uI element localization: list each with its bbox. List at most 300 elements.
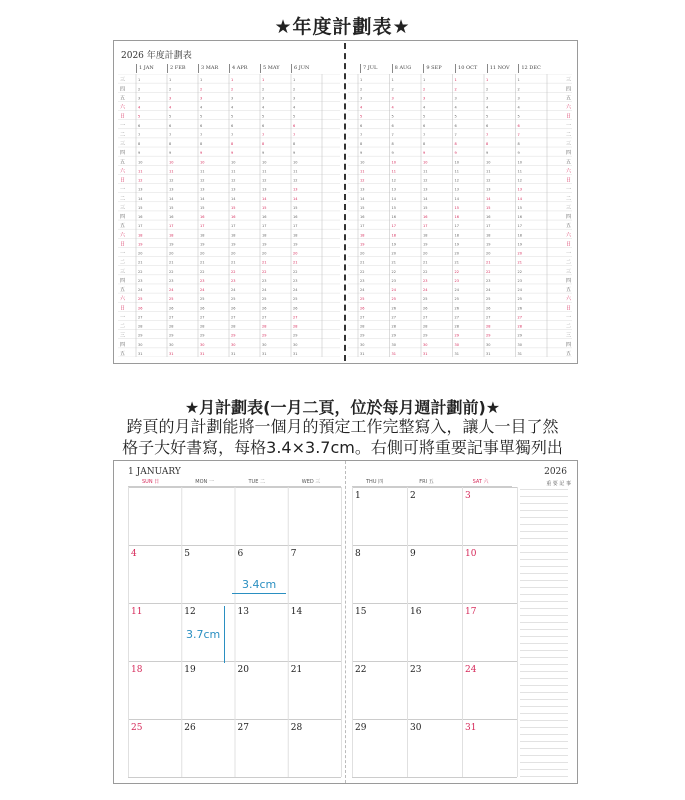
day-number: 29: [391, 333, 396, 338]
weekday-label: 二: [566, 131, 572, 138]
day-number: 30: [360, 342, 365, 347]
day-number: 1: [486, 78, 489, 83]
day-number: 26: [200, 306, 205, 311]
day-number: 2: [262, 87, 265, 92]
day-number: 7: [200, 132, 203, 137]
day-number: 16: [293, 215, 298, 220]
calendar-day-number: 23: [410, 665, 422, 675]
width-dimension-line: [232, 593, 286, 594]
weekday-header: TUE 二: [248, 479, 265, 485]
weekday-label: 六: [120, 296, 126, 303]
weekday-label: 一: [566, 186, 572, 193]
day-number: 10: [293, 160, 298, 165]
day-number: 14: [169, 196, 174, 201]
day-number: 30: [454, 342, 459, 347]
yearly-ruled-grid: [348, 74, 572, 357]
day-number: 10: [360, 160, 365, 165]
day-number: 11: [169, 169, 174, 174]
day-number: 9: [138, 151, 141, 156]
calendar-day-number: 16: [410, 607, 422, 617]
day-number: 20: [293, 251, 298, 256]
day-number: 27: [391, 315, 396, 320]
day-number: 25: [200, 297, 205, 302]
day-number: 12: [231, 178, 236, 183]
day-number: 22: [486, 269, 491, 274]
day-number: 19: [454, 242, 459, 247]
day-number: 28: [138, 324, 143, 329]
day-number: 21: [262, 260, 267, 265]
yearly-ruled-grid: [118, 74, 340, 357]
weekday-label: 四: [120, 214, 126, 221]
day-number: 6: [360, 123, 363, 128]
calendar-day-number: 7: [290, 549, 297, 559]
monthly-right-page: [348, 461, 577, 783]
day-number: 20: [231, 251, 236, 256]
day-number: 31: [360, 352, 365, 356]
day-number: 1: [231, 78, 234, 83]
weekday-label: 四: [120, 86, 126, 93]
calendar-day-number: 18: [131, 665, 143, 675]
month-header: 9 SEP: [423, 64, 455, 73]
weekday-header: THU 四: [366, 479, 384, 485]
day-number: 15: [454, 205, 459, 210]
calendar-day-number: 14: [290, 607, 303, 617]
day-number: 15: [231, 205, 236, 210]
weekday-label: 五: [120, 287, 126, 294]
day-number: 22: [293, 269, 298, 274]
weekday-label: 四: [120, 277, 126, 284]
day-number: 3: [486, 96, 489, 101]
day-number: 11: [391, 169, 396, 174]
day-number: 24: [262, 288, 267, 293]
weekday-label: 五: [566, 159, 572, 166]
day-number: 8: [486, 142, 489, 147]
day-number: 14: [138, 196, 143, 201]
day-number: 8: [454, 142, 457, 147]
day-number: 6: [231, 123, 234, 128]
day-number: 23: [454, 278, 459, 283]
weekday-label: 日: [566, 305, 572, 312]
day-number: 29: [138, 333, 143, 338]
day-number: 28: [391, 324, 396, 329]
day-number: 5: [360, 114, 363, 119]
weekday-label: 三: [566, 332, 572, 339]
day-number: 9: [293, 151, 296, 156]
month-header: 3 MAR: [198, 64, 229, 73]
day-number: 25: [454, 297, 459, 302]
day-number: 19: [262, 242, 267, 247]
day-number: 8: [138, 142, 141, 147]
day-number: 11: [360, 169, 365, 174]
day-number: 18: [138, 233, 143, 238]
day-number: 14: [454, 196, 459, 201]
day-number: 4: [486, 105, 489, 110]
day-number: 21: [293, 260, 298, 265]
day-number: 19: [293, 242, 298, 247]
day-number: 21: [391, 260, 396, 265]
day-number: 28: [423, 324, 428, 329]
day-number: 24: [169, 288, 174, 293]
day-number: 26: [360, 306, 365, 311]
day-number: 8: [262, 142, 265, 147]
day-number: 27: [423, 315, 428, 320]
weekday-label: 三: [566, 204, 572, 211]
month-header: 2 FEB: [167, 64, 198, 73]
day-number: 20: [262, 251, 267, 256]
day-number: 4: [423, 105, 426, 110]
memo-lines: [520, 489, 568, 777]
day-number: 4: [391, 105, 394, 110]
day-number: 10: [200, 160, 205, 165]
day-number: 14: [360, 196, 365, 201]
day-number: 12: [293, 178, 298, 183]
calendar-grid-lines: [352, 487, 518, 778]
calendar-day-number: 6: [237, 549, 244, 559]
day-number: 8: [517, 142, 520, 147]
day-number: 2: [360, 87, 363, 92]
day-number: 25: [138, 297, 143, 302]
day-number: 17: [517, 224, 522, 229]
day-number: 5: [231, 114, 234, 119]
day-number: 21: [454, 260, 459, 265]
day-number: 5: [517, 114, 520, 119]
day-number: 9: [517, 151, 520, 156]
day-number: 26: [169, 306, 174, 311]
day-number: 17: [486, 224, 491, 229]
weekday-label: 日: [120, 113, 126, 120]
day-number: 12: [360, 178, 365, 183]
day-number: 5: [423, 114, 426, 119]
day-number: 18: [454, 233, 459, 238]
day-number: 20: [200, 251, 205, 256]
day-number: 3: [360, 96, 363, 101]
day-number: 5: [200, 114, 203, 119]
day-number: 8: [360, 142, 363, 147]
day-number: 3: [293, 96, 296, 101]
day-number: 11: [262, 169, 267, 174]
day-number: 22: [423, 269, 428, 274]
day-number: 6: [517, 123, 520, 128]
day-number: 30: [262, 342, 267, 347]
day-number: 15: [138, 205, 143, 210]
weekday-label: 四: [566, 277, 572, 284]
day-number: 21: [231, 260, 236, 265]
day-number: 4: [517, 105, 520, 110]
weekday-label: 四: [120, 150, 126, 157]
day-number: 18: [360, 233, 365, 238]
day-number: 20: [169, 251, 174, 256]
day-number: 25: [486, 297, 491, 302]
day-number: 3: [454, 96, 457, 101]
day-number: 1: [138, 78, 141, 83]
day-number: 18: [231, 233, 236, 238]
day-number: 19: [517, 242, 522, 247]
calendar-day-number: 5: [184, 549, 190, 559]
day-number: 23: [293, 278, 298, 283]
day-number: 15: [200, 205, 205, 210]
day-number: 31: [262, 352, 267, 356]
day-number: 20: [391, 251, 396, 256]
day-number: 19: [200, 242, 205, 247]
day-number: 1: [360, 78, 363, 83]
weekday-label: 三: [120, 332, 126, 339]
month-header: 7 JUL: [360, 64, 392, 73]
day-number: 28: [454, 324, 459, 329]
day-number: 3: [169, 96, 172, 101]
weekday-header: WED 三: [301, 479, 321, 485]
day-number: 7: [423, 132, 426, 137]
day-number: 16: [423, 215, 428, 220]
day-number: 18: [486, 233, 491, 238]
day-number: 30: [200, 342, 205, 347]
weekday-label: 六: [566, 296, 572, 303]
memo-ruled-lines: [520, 489, 568, 777]
day-number: 23: [423, 278, 428, 283]
day-number: 25: [293, 297, 298, 302]
day-number: 8: [423, 142, 426, 147]
weekday-header: MON 一: [195, 479, 214, 485]
day-number: 29: [360, 333, 365, 338]
day-number: 31: [169, 352, 174, 356]
day-number: 28: [200, 324, 205, 329]
day-number: 11: [517, 169, 522, 174]
day-number: 23: [231, 278, 236, 283]
calendar-day-number: 31: [465, 723, 477, 733]
day-number: 30: [517, 342, 522, 347]
day-number: 23: [360, 278, 365, 283]
day-number: 29: [231, 333, 236, 338]
day-number: 5: [138, 114, 141, 119]
day-number: 29: [486, 333, 491, 338]
day-number: 13: [262, 187, 267, 192]
calendar-grid-left: [128, 487, 341, 777]
day-number: 20: [486, 251, 491, 256]
day-number: 27: [138, 315, 143, 320]
month-header: 5 MAY: [260, 64, 291, 73]
day-number: 17: [454, 224, 459, 229]
day-number: 13: [231, 187, 236, 192]
day-number: 7: [262, 132, 265, 137]
memo-title: 重 要 記 事: [546, 481, 571, 487]
day-number: 22: [200, 269, 205, 274]
weekday-label: 五: [120, 223, 126, 230]
day-number: 6: [486, 123, 489, 128]
weekday-label: 一: [566, 314, 572, 321]
day-number: 8: [169, 142, 172, 147]
day-number: 26: [423, 306, 428, 311]
day-number: 14: [293, 196, 298, 201]
day-number: 6: [138, 123, 141, 128]
day-number: 12: [391, 178, 396, 183]
day-number: 14: [231, 196, 236, 201]
day-number: 27: [169, 315, 174, 320]
calendar-day-number: 21: [290, 665, 303, 675]
day-number: 5: [454, 114, 457, 119]
day-number: 2: [423, 87, 426, 92]
month-header: 11 NOV: [487, 64, 519, 73]
weekday-label: 二: [566, 323, 572, 330]
weekday-label: 二: [120, 131, 126, 138]
day-number: 13: [169, 187, 174, 192]
yearly-grid-right: [348, 74, 572, 357]
day-number: 1: [262, 78, 265, 83]
day-number: 26: [293, 306, 298, 311]
day-number: 1: [423, 78, 426, 83]
calendar-day-number: 15: [355, 607, 367, 617]
day-number: 30: [391, 342, 396, 347]
day-number: 2: [138, 87, 141, 92]
day-number: 11: [293, 169, 298, 174]
day-number: 6: [293, 123, 296, 128]
day-number: 3: [391, 96, 394, 101]
weekday-label: 六: [120, 104, 126, 111]
day-number: 15: [169, 205, 174, 210]
day-number: 10: [231, 160, 236, 165]
day-number: 24: [360, 288, 365, 293]
yearly-right-page: [346, 41, 577, 363]
day-number: 19: [169, 242, 174, 247]
calendar-day-number: 2: [410, 491, 416, 501]
weekday-label: 五: [566, 95, 572, 102]
weekday-label: 四: [120, 341, 126, 348]
day-number: 9: [360, 151, 363, 156]
weekday-label: 六: [566, 168, 572, 175]
day-number: 5: [262, 114, 265, 119]
day-number: 7: [360, 132, 363, 137]
weekday-label: 二: [566, 195, 572, 202]
day-number: 8: [391, 142, 394, 147]
day-number: 4: [293, 105, 296, 110]
day-number: 2: [169, 87, 172, 92]
height-dimension-label: 3.7cm: [186, 628, 221, 641]
calendar-day-number: 4: [131, 549, 137, 559]
weekday-header-right: [352, 478, 512, 487]
day-number: 14: [391, 196, 396, 201]
weekday-label: 五: [120, 351, 126, 357]
day-number: 16: [517, 215, 522, 220]
weekday-label: 日: [120, 241, 126, 248]
weekday-label: 二: [566, 259, 572, 266]
width-dimension-label: 3.4cm: [242, 578, 277, 591]
day-number: 9: [454, 151, 457, 156]
day-number: 13: [138, 187, 143, 192]
day-number: 3: [423, 96, 426, 101]
day-number: 1: [391, 78, 394, 83]
day-number: 10: [454, 160, 459, 165]
day-number: 17: [391, 224, 396, 229]
day-number: 20: [517, 251, 522, 256]
monthly-description-line2: 格子大好書寫，每格3.4×3.7cm。右側可將重要記事單獨列出: [122, 438, 563, 457]
day-number: 6: [423, 123, 426, 128]
day-number: 10: [423, 160, 428, 165]
weekday-label: 日: [120, 305, 126, 312]
day-number: 13: [200, 187, 205, 192]
day-number: 15: [391, 205, 396, 210]
day-number: 13: [360, 187, 365, 192]
day-number: 7: [486, 132, 489, 137]
calendar-day-number: 12: [184, 607, 196, 617]
day-number: 24: [138, 288, 143, 293]
weekday-label: 二: [120, 259, 126, 266]
day-number: 18: [423, 233, 428, 238]
day-number: 18: [391, 233, 396, 238]
day-number: 17: [293, 224, 298, 229]
yearly-left-page: [114, 41, 343, 363]
day-number: 1: [454, 78, 457, 83]
day-number: 7: [231, 132, 234, 137]
day-number: 10: [391, 160, 396, 165]
day-number: 29: [423, 333, 428, 338]
day-number: 14: [200, 196, 205, 201]
day-number: 24: [454, 288, 459, 293]
day-number: 13: [391, 187, 396, 192]
day-number: 25: [391, 297, 396, 302]
day-number: 8: [231, 142, 234, 147]
day-number: 12: [517, 178, 522, 183]
day-number: 16: [262, 215, 267, 220]
day-number: 26: [391, 306, 396, 311]
monthly-planner-spread: [113, 460, 578, 784]
weekday-label: 四: [566, 86, 572, 93]
day-number: 27: [454, 315, 459, 320]
calendar-day-number: 10: [465, 549, 477, 559]
calendar-day-number: 27: [237, 723, 249, 733]
day-number: 3: [138, 96, 141, 101]
day-number: 3: [200, 96, 203, 101]
day-number: 23: [517, 278, 522, 283]
day-number: 10: [138, 160, 143, 165]
day-number: 24: [517, 288, 522, 293]
day-number: 31: [200, 352, 205, 356]
calendar-day-number: 22: [355, 665, 367, 675]
day-number: 26: [138, 306, 143, 311]
day-number: 23: [486, 278, 491, 283]
day-number: 21: [200, 260, 205, 265]
month-header: 4 APR: [229, 64, 260, 73]
day-number: 14: [423, 196, 428, 201]
day-number: 17: [169, 224, 174, 229]
weekday-label: 日: [566, 113, 572, 120]
day-number: 13: [423, 187, 428, 192]
day-number: 17: [200, 224, 205, 229]
day-number: 28: [293, 324, 298, 329]
weekday-header: FRI 五: [419, 479, 434, 485]
weekday-label: 三: [120, 204, 126, 211]
day-number: 27: [262, 315, 267, 320]
calendar-day-number: 28: [290, 723, 303, 733]
day-number: 11: [454, 169, 459, 174]
day-number: 12: [138, 178, 143, 183]
day-number: 22: [262, 269, 267, 274]
day-number: 25: [169, 297, 174, 302]
monthly-spine: [345, 461, 346, 783]
weekday-label: 三: [120, 77, 126, 84]
day-number: 7: [293, 132, 296, 137]
day-number: 2: [454, 87, 457, 92]
day-number: 28: [517, 324, 522, 329]
day-number: 1: [517, 78, 520, 83]
day-number: 26: [231, 306, 236, 311]
day-number: 13: [517, 187, 522, 192]
day-number: 26: [517, 306, 522, 311]
day-number: 27: [360, 315, 365, 320]
day-number: 19: [486, 242, 491, 247]
yearly-months-right: [360, 64, 550, 73]
day-number: 9: [231, 151, 234, 156]
calendar-day-number: 1: [355, 491, 361, 501]
day-number: 9: [262, 151, 265, 156]
day-number: 20: [423, 251, 428, 256]
